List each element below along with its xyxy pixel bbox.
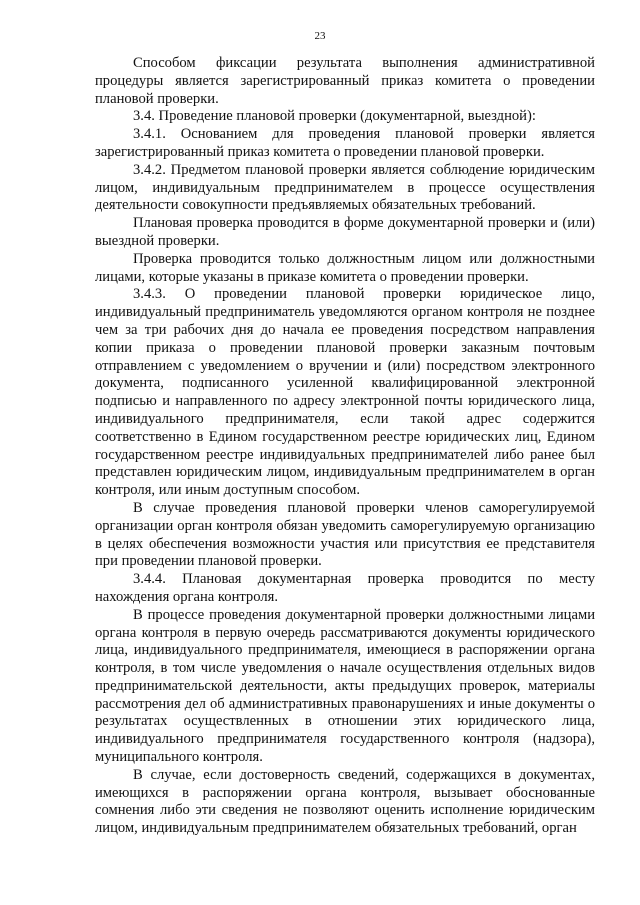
page-number: 23 bbox=[314, 30, 326, 42]
paragraph: 3.4.3. О проведении плановой проверки юридическое лицо, индивидуальный предприниматель уведомляются органом контроля не позднее чем за три рабочих дня до начала ее проведения посредством направления копии приказа о проведении плановой проверки заказным почтовым отправлением с уведомлением о вручении и (или) посредством электронного документа, подписанного усиленной квалифицированной электронной подписью и направленного по адресу электронной почты юридического лица, индивидуального предпринимателя, если такой адрес содержится соответственно в Едином государственном реестре юридических лиц, Едином государственном реестре индивидуальных предпринимателей либо ранее был представлен юридическим лицом, индивидуальным предпринимателем в орган контроля, или иным доступным способом. bbox=[95, 286, 595, 499]
paragraph: В случае проведения плановой проверки членов саморегулируемой организации орган контроля обязан уведомить саморегулируемую организацию в целях обеспечения возможности участия или присутствия ее представителя при проведении плановой проверки. bbox=[95, 499, 595, 570]
paragraph: 3.4.2. Предметом плановой проверки является соблюдение юридическим лицом, индивидуальным предпринимателем в процессе осуществления деятельности совокупности предъявляемых обязательных требований. bbox=[95, 161, 595, 214]
paragraph: 3.4.4. Плановая документарная проверка проводится по месту нахождения органа контроля. bbox=[95, 571, 595, 605]
paragraph: 3.4.1. Основанием для проведения плановой проверки является зарегистрированный приказ комитета о проведении плановой проверки. bbox=[95, 126, 595, 160]
document-body bbox=[95, 55, 595, 838]
paragraph: Плановая проверка проводится в форме документарной проверки и (или) выездной проверки. bbox=[95, 215, 595, 249]
paragraph: Проверка проводится только должностным лицом или должностными лицами, которые указаны в приказе комитета о проведении проверки. bbox=[95, 250, 595, 285]
paragraph: 3.4. Проведение плановой проверки (документарной, выездной): bbox=[133, 108, 536, 125]
paragraph: Способом фиксации результата выполнения административной процедуры является зарегистрированный приказ комитета о проведении плановой проверки. bbox=[95, 55, 595, 107]
paragraph: В процессе проведения документарной проверки должностными лицами органа контроля в первую очередь рассматриваются документы юридического лица, индивидуального предпринимателя, имеющиеся в распоряжении органа контроля, в том числе уведомления о начале осуществления отдельных видов предпринимательской деятельности, акты предыдущих проверок, материалы рассмотрения дел об административных правонарушениях и иные документы о результатах осуществленных в отношении этих юридического лица, индивидуального предпринимателя государственного контроля (надзора), муниципального контроля. bbox=[95, 606, 595, 766]
paragraph: В случае, если достоверность сведений, содержащихся в документах, имеющихся в распоряжении органа контроля, вызывает обоснованные сомнения либо эти сведения не позволяют оценить исполнение юридическим лицом, индивидуальным предпринимателем обязательных требований, орган bbox=[95, 766, 595, 837]
